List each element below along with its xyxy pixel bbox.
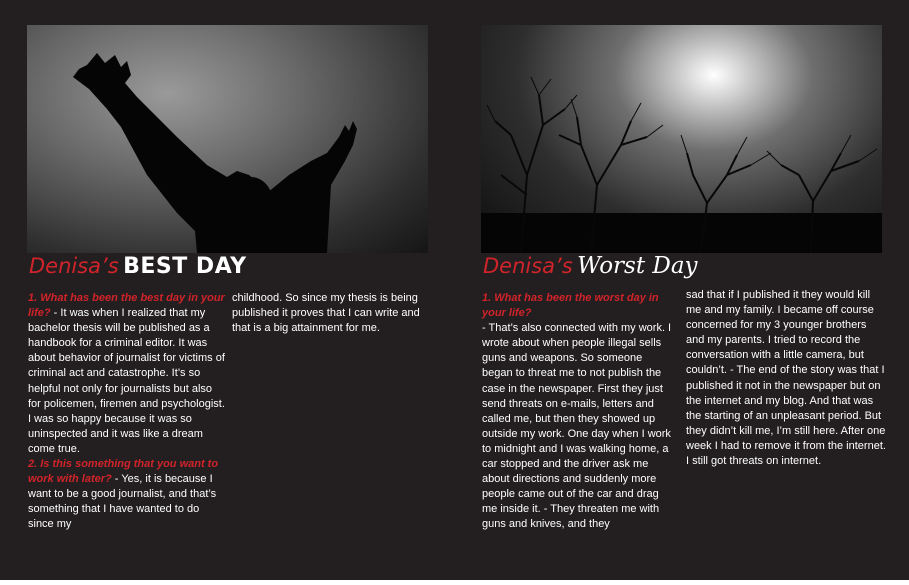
worst-day-column-2 [686, 288, 886, 469]
best-heading-name: Denisa’s [29, 254, 119, 278]
worst-question-1: 1. What has been the worst day in your life? [482, 292, 659, 320]
worst-day-heading [483, 251, 698, 281]
silhouette-raised-arms-image [27, 25, 428, 253]
best-day-heading [29, 251, 247, 281]
best-day-column-2 [232, 291, 432, 336]
worst-answer-1-continued: sad that if I published it they would kill me and my family. I became off course concerned for my 3 younger brothers and my parents. I tried to record the conversation with a little camera, but couldn’t. - The end of the story was that I published it not in the newspaper but on the internet and my blog. And that was the starting of an unpleasant period. But they didn’t kill me, I’m still here. After one week I had to remove it from the internet. I still got threats on internet. [686, 289, 886, 468]
worst-heading-title: Worst Day [577, 253, 698, 279]
best-answer-2: - Yes, it is because I want to be a good journalist, and that’s something that I have wanted to do since my [28, 473, 217, 531]
best-question-1: 1. What has been the best day in your life? [28, 292, 225, 320]
worst-day-photo [481, 25, 882, 253]
best-heading-title: BEST DAY [123, 254, 247, 279]
best-day-column-1 [28, 291, 225, 533]
best-question-2: 2. Is this something that you want to work with later? [28, 458, 219, 486]
best-answer-1: - It was when I realized that my bachelor thesis will be published as a handbook for a criminal editor. It was about behavior of journalist for victims of criminal act and catastrophe. It’s so helpful not only for journalists but also for policemen, firemen and psychologist. I was so happy because it was so uninspected and it was like a dream come true. [28, 307, 225, 455]
worst-answer-1: - That’s also connected with my work. I wrote about when people illegal sells guns and weapons. So someone began to threat me to not publish the case in the newspaper. First they just send threats on e-mails, letters and called me, but then they showed up outside my work. One day when I work to midnight and I was walking home, a car stopped and the driver ask me about directions and suddenly more people came out of the car and drag me inside it. - They threaten me with guns and knives, and they [482, 322, 672, 531]
page-bottom-margin [0, 580, 909, 585]
worst-heading-name: Denisa’s [483, 254, 573, 278]
bare-trees-stormy-sky-image [481, 25, 882, 253]
best-day-photo [27, 25, 428, 253]
worst-day-column-1 [482, 291, 672, 533]
best-answer-2-continued: childhood. So since my thesis is being published it proves that I can write and that is a big attainment for me. [232, 292, 420, 335]
